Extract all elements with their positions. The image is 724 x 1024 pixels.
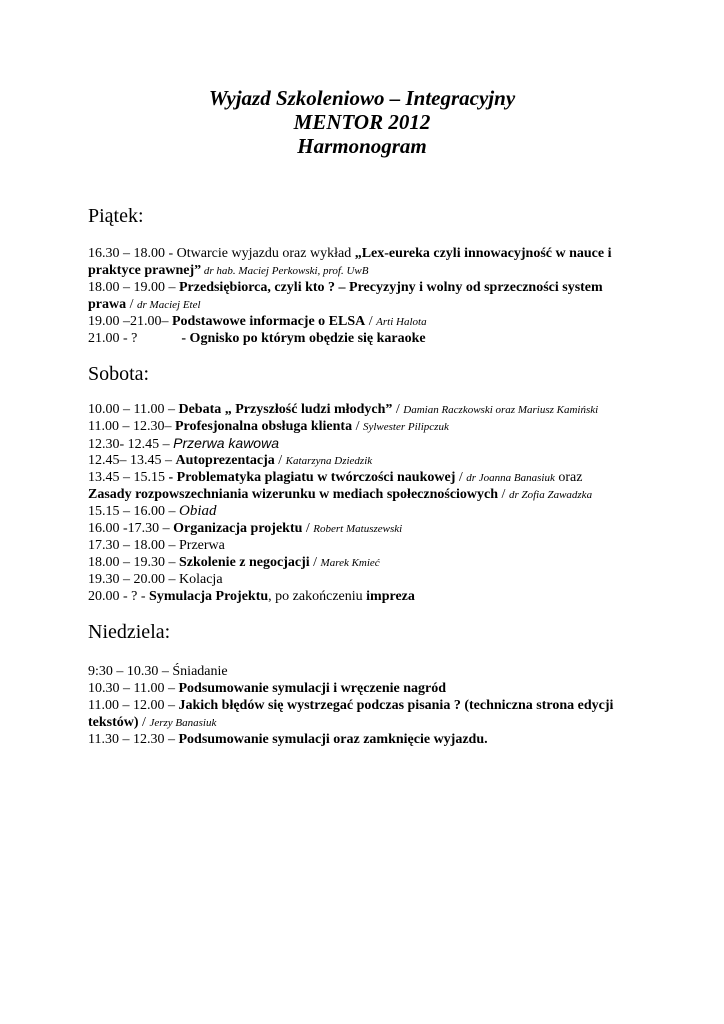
speaker-name: dr hab. Maciej Perkowski, prof. UwB [201,265,369,277]
schedule-line [88,469,582,487]
event-title: Organizacja projektu [173,521,303,536]
schedule-line [88,452,372,470]
event-title: - Problematyka plagiatu w twórczości naukowej [168,470,456,485]
time-label: 18.00 – 19.00 – [88,280,179,295]
schedule-line [88,503,217,520]
schedule-line [88,486,592,504]
schedule-line [88,554,380,572]
event-title: prawa [88,297,127,312]
schedule-line [88,330,426,347]
time-label: 16.30 – 18.00 - Otwarcie wyjazdu oraz wykład [88,246,355,261]
schedule-line [88,279,603,296]
time-label: 11.00 – 12.30– [88,419,175,434]
event-title: impreza [366,589,415,604]
schedule-line [88,296,201,314]
time-label: 18.00 – 19.30 – [88,555,179,570]
time-label: 11.30 – 12.30 – [88,732,179,747]
event-title: tekstów) [88,715,139,730]
schedule-line [88,401,598,419]
schedule-line [88,520,402,538]
separator: / [498,487,509,502]
title-line-1: Wyjazd Szkoleniowo – Integracyjny [208,86,516,110]
event-title: Zasady rozpowszechniania wizerunku w mediach społecznościowych [88,487,499,502]
event-title: Autoprezentacja [175,453,275,468]
separator: / [392,402,404,417]
speaker-name: Katarzyna Dziedzik [285,455,373,467]
time-label: 21.00 - ? [88,331,138,346]
speaker-name: Damian Raczkowski oraz Mariusz Kamiński [403,404,599,416]
schedule-line: 17.30 – 18.00 – Przerwa [88,538,225,553]
speaker-name: Jerzy Banasiuk [149,717,217,729]
separator: / [309,555,321,570]
sunday-heading: Niedziela: [88,621,171,643]
speaker-name: dr Zofia Zawadzka [508,489,593,501]
separator: / [126,297,138,312]
event-title: Przedsiębiorca, czyli kto ? – Precyzyjny i wolny od sprzeczności system [179,280,603,295]
schedule-line [88,245,611,262]
event-title: - Ognisko po którym obędzie się karaoke [181,331,426,346]
schedule-line [88,588,415,605]
schedule-line [88,262,368,280]
event-title: Podstawowe informacje o ELSA [172,314,366,329]
document-title [0,86,724,158]
separator: / [274,453,286,468]
connector-text: oraz [554,470,583,485]
time-label: 16.00 -17.30 – [88,521,174,536]
time-label: 12.30- 12.45 – [88,437,174,452]
speaker-name: dr Joanna Banasiuk [466,472,555,484]
event-title: Podsumowanie symulacji i wręczenie nagród [178,681,447,696]
schedule-line [88,697,613,714]
event-title: Symulacja Projektu [149,589,269,604]
speaker-name: dr Maciej Etel [137,299,201,311]
time-label: 20.00 - ? - [88,589,150,604]
title-line-3: Harmonogram [297,134,427,158]
event-title: Profesjonalna obsługa klienta [174,419,353,434]
schedule-line: 19.30 – 20.00 – Kolacja [88,572,223,587]
schedule-line [88,680,446,697]
time-label: 11.00 – 12.00 – [88,698,179,713]
time-label: 10.30 – 11.00 – [88,681,179,696]
event-title: „Lex-eureka czyli innowacyjność w nauce i [354,246,612,261]
speaker-name: Robert Matuszewski [313,523,403,535]
break-label: Obiad [179,503,217,519]
saturday-heading: Sobota: [88,363,150,385]
speaker-name: Sylwester Pilipczuk [362,421,449,433]
schedule-line [88,418,449,436]
event-title: Debata „ Przyszłość ludzi młodych” [178,402,393,417]
speaker-name: Marek Kmieć [320,557,380,569]
time-label: 12.45– 13.45 – [88,453,176,468]
title-line-2: MENTOR 2012 [293,110,431,134]
speaker-name: Arti Halota [376,316,427,328]
connector-text: , po zakończeniu [268,589,367,604]
time-label: 13.45 – 15.15 [88,470,169,485]
separator: / [138,715,150,730]
schedule-line [88,313,427,331]
event-title: Podsumowanie symulacji oraz zamknięcie wyjazdu. [178,732,488,747]
event-title: Jakich błędów się wystrzegać podczas pisania ? (techniczna strona edycji [178,698,614,713]
schedule-line: 9:30 – 10.30 – Śniadanie [88,664,228,679]
separator: / [302,521,314,536]
time-label: 10.00 – 11.00 – [88,402,179,417]
time-label: 19.00 –21.00– [88,314,172,329]
separator: / [455,470,467,485]
schedule-line [88,714,216,732]
separator: / [352,419,363,434]
time-label: 15.15 – 16.00 – [88,504,179,519]
break-label: Przerwa kawowa [173,435,279,451]
friday-heading: Piątek: [88,205,144,227]
schedule-line [88,435,279,453]
event-title: praktyce prawnej” [88,263,202,278]
schedule-line [88,731,488,748]
separator: / [365,314,377,329]
event-title: Szkolenie z negocjacji [179,555,310,570]
